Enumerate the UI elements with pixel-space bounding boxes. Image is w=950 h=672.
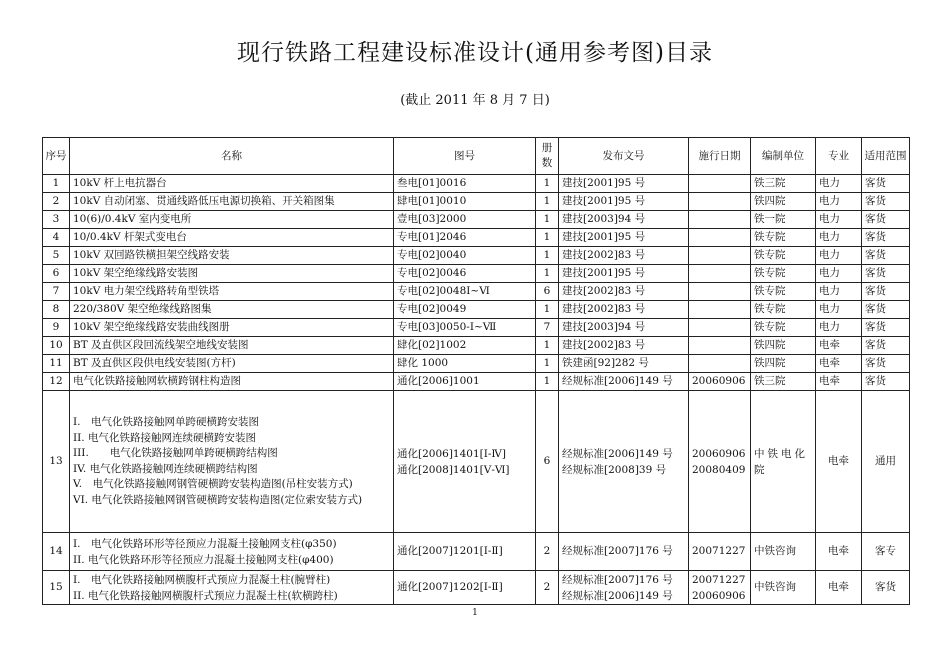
table-row <box>43 175 910 193</box>
cell-scope: 客货 <box>862 247 910 265</box>
cell-seq: 4 <box>43 229 70 247</box>
cell-scope: 客货 <box>862 571 910 605</box>
cell-major: 电力 <box>816 193 862 211</box>
cell-scope: 客货 <box>862 193 910 211</box>
cell-seq: 10 <box>43 337 70 355</box>
cell-doc-no <box>559 391 689 533</box>
table-row <box>43 211 910 229</box>
cell-scope: 客货 <box>862 355 910 373</box>
header-drawing-no: 图号 <box>394 138 536 175</box>
cell-date <box>689 229 751 247</box>
cell-seq: 14 <box>43 533 70 571</box>
date-line: 20060906 <box>692 447 746 460</box>
cell-scope: 客货 <box>862 319 910 337</box>
cell-doc-no: 经规标准[2007]176 号 <box>559 533 689 571</box>
cell-unit: 铁专院 <box>751 283 816 301</box>
sub-item: I. 电气化铁路环形等径预应力混凝土接触网支柱(φ350) <box>73 537 337 550</box>
cell-volumes: 1 <box>536 247 559 265</box>
sub-item: II. 电气化铁路接触网连续硬横跨安装图 <box>73 431 256 444</box>
cell-unit: 铁四院 <box>751 337 816 355</box>
cell-major: 电牵 <box>816 373 862 391</box>
cell-scope: 客货 <box>862 283 910 301</box>
date-line: 20080409 <box>692 463 746 476</box>
cell-name <box>70 391 394 533</box>
table-row <box>43 229 910 247</box>
cell-seq: 3 <box>43 211 70 229</box>
cell-doc-no: 建技[2001]95 号 <box>559 229 689 247</box>
cell-date <box>689 571 751 605</box>
cell-major: 电力 <box>816 265 862 283</box>
cell-seq: 6 <box>43 265 70 283</box>
cell-major: 电牵 <box>816 355 862 373</box>
cell-scope: 客货 <box>862 229 910 247</box>
cell-name: BT 及直供区段回流线架空地线安装图 <box>70 337 394 355</box>
sub-item: II. 电气化铁路环形等径预应力混凝土接触网支柱(φ400) <box>73 553 334 566</box>
cell-date <box>689 301 751 319</box>
table-row <box>43 337 910 355</box>
cell-major: 电牵 <box>816 391 862 533</box>
sub-item: II. 电气化铁路接触网横腹杆式预应力混凝土柱(软横跨柱) <box>73 589 338 602</box>
cell-unit: 铁专院 <box>751 247 816 265</box>
cell-name: 10kV 自动闭塞、贯通线路低压电源切换箱、开关箱图集 <box>70 193 394 211</box>
cell-volumes: 1 <box>536 229 559 247</box>
cell-name <box>70 571 394 605</box>
cell-scope: 客专 <box>862 533 910 571</box>
header-doc-no: 发布文号 <box>559 138 689 175</box>
cell-doc-no: 铁建函[92]282 号 <box>559 355 689 373</box>
cell-doc-no: 建技[2002]83 号 <box>559 337 689 355</box>
drawing-no-line: 通化[2008]1401[Ⅴ-Ⅵ] <box>397 463 510 476</box>
cell-date <box>689 355 751 373</box>
cell-doc-no: 建技[2001]95 号 <box>559 175 689 193</box>
cell-name: 10kV 电力架空线路转角型铁塔 <box>70 283 394 301</box>
cell-major: 电力 <box>816 211 862 229</box>
table-row <box>43 247 910 265</box>
cell-volumes: 2 <box>536 533 559 571</box>
cell-doc-no <box>559 571 689 605</box>
cell-name: 220/380V 架空绝缘线路图集 <box>70 301 394 319</box>
table-row <box>43 283 910 301</box>
document-title: 现行铁路工程建设标准设计(通用参考图)目录 <box>237 40 713 66</box>
table-row <box>43 265 910 283</box>
table-body <box>43 175 910 391</box>
doc-no-line: 经规标准[2007]176 号 <box>562 573 673 586</box>
drawing-no-line: 通化[2006]1401[Ⅰ-Ⅳ] <box>397 447 507 460</box>
cell-drawing-no: 专电[02]0046 <box>394 265 536 283</box>
cell-drawing-no: 通化[2007]1201[Ⅰ-Ⅱ] <box>394 533 536 571</box>
table-row-13 <box>43 391 910 533</box>
cell-major: 电力 <box>816 175 862 193</box>
cell-name: 10/0.4kV 杆架式变电台 <box>70 229 394 247</box>
cell-name: 10kV 架空绝缘线路安装图 <box>70 265 394 283</box>
cell-drawing-no: 肆化[02]1002 <box>394 337 536 355</box>
cell-scope: 客货 <box>862 211 910 229</box>
header-name: 名称 <box>70 138 394 175</box>
cell-drawing-no <box>394 391 536 533</box>
cell-doc-no: 建技[2002]83 号 <box>559 301 689 319</box>
cell-name: 10kV 杆上电抗器台 <box>70 175 394 193</box>
cell-volumes: 2 <box>536 571 559 605</box>
cell-major: 电牵 <box>816 337 862 355</box>
table-row <box>43 355 910 373</box>
header-seq: 序号 <box>43 138 70 175</box>
cell-doc-no: 建技[2002]83 号 <box>559 247 689 265</box>
cell-drawing-no: 肆化 1000 <box>394 355 536 373</box>
cell-name: BT 及直供区段供电线安装图(方杆) <box>70 355 394 373</box>
cell-scope: 客货 <box>862 175 910 193</box>
cell-name: 10(6)/0.4kV 室内变电所 <box>70 211 394 229</box>
cell-unit: 铁专院 <box>751 319 816 337</box>
cell-doc-no: 建技[2003]94 号 <box>559 319 689 337</box>
cell-unit: 中铁电化院 <box>751 391 816 533</box>
cell-seq: 15 <box>43 571 70 605</box>
cell-date <box>689 265 751 283</box>
table-body-multi <box>43 391 910 605</box>
cell-unit: 铁三院 <box>751 175 816 193</box>
cell-drawing-no: 专电[01]2046 <box>394 229 536 247</box>
cell-unit: 铁三院 <box>751 373 816 391</box>
cell-major: 电力 <box>816 283 862 301</box>
doc-no-line: 经规标准[2006]149 号 <box>562 447 673 460</box>
table-row <box>43 373 910 391</box>
cell-doc-no: 建技[2001]95 号 <box>559 193 689 211</box>
cell-unit: 铁一院 <box>751 211 816 229</box>
cell-unit: 铁专院 <box>751 301 816 319</box>
document-subtitle: (截止 2011 年 8 月 7 日) <box>400 93 550 108</box>
date-line: 20071227 <box>692 573 746 586</box>
cell-drawing-no: 通化[2007]1202[Ⅰ-Ⅱ] <box>394 571 536 605</box>
cell-seq: 12 <box>43 373 70 391</box>
cell-unit: 铁专院 <box>751 229 816 247</box>
cell-seq: 9 <box>43 319 70 337</box>
header-volumes: 册数 <box>536 138 559 175</box>
cell-volumes: 1 <box>536 373 559 391</box>
table-row-15 <box>43 571 910 605</box>
cell-drawing-no: 叁电[01]0016 <box>394 175 536 193</box>
cell-date <box>689 391 751 533</box>
cell-scope: 客货 <box>862 373 910 391</box>
sub-item: III. 电气化铁路接触网单跨硬横跨结构图 <box>73 447 278 459</box>
cell-volumes: 6 <box>536 283 559 301</box>
cell-volumes: 1 <box>536 265 559 283</box>
cell-date <box>689 175 751 193</box>
cell-date <box>689 337 751 355</box>
cell-doc-no: 建技[2002]83 号 <box>559 283 689 301</box>
cell-scope: 客货 <box>862 301 910 319</box>
cell-date: 20071227 <box>689 533 751 571</box>
cell-scope: 通用 <box>862 391 910 533</box>
cell-major: 电牵 <box>816 533 862 571</box>
sub-item: IV. 电气化铁路接触网连续硬横跨结构图 <box>73 462 258 475</box>
cell-date <box>689 283 751 301</box>
cell-unit: 中铁咨询 <box>751 571 816 605</box>
header-unit: 编制单位 <box>751 138 816 175</box>
doc-no-line: 经规标准[2006]149 号 <box>562 589 673 602</box>
header-scope: 适用范围 <box>862 138 910 175</box>
sub-item: V. 电气化铁路接触网钢管硬横跨安装构造图(吊柱安装方式) <box>73 478 353 490</box>
cell-volumes: 1 <box>536 337 559 355</box>
cell-date: 20060906 <box>689 373 751 391</box>
cell-volumes: 1 <box>536 211 559 229</box>
cell-date <box>689 247 751 265</box>
cell-major: 电力 <box>816 229 862 247</box>
cell-seq: 2 <box>43 193 70 211</box>
cell-unit: 铁专院 <box>751 265 816 283</box>
cell-seq: 8 <box>43 301 70 319</box>
cell-volumes: 6 <box>536 391 559 533</box>
cell-major: 电牵 <box>816 571 862 605</box>
page-number: 1 <box>472 608 478 618</box>
sub-item: I. 电气化铁路接触网单跨硬横跨安装图 <box>73 416 259 428</box>
cell-seq: 1 <box>43 175 70 193</box>
cell-doc-no: 建技[2001]95 号 <box>559 265 689 283</box>
cell-name: 10kV 架空绝缘线路安装曲线图册 <box>70 319 394 337</box>
cell-drawing-no: 壹电[03]2000 <box>394 211 536 229</box>
cell-seq: 7 <box>43 283 70 301</box>
sub-item: VI. 电气化铁路接触网钢管硬横跨安装构造图(定位索安装方式) <box>73 493 363 506</box>
cell-volumes: 1 <box>536 301 559 319</box>
cell-date <box>689 319 751 337</box>
sub-item: I. 电气化铁路接触网横腹杆式预应力混凝土柱(腕臂柱) <box>73 573 331 586</box>
standards-table <box>42 137 910 605</box>
cell-major: 电力 <box>816 301 862 319</box>
cell-doc-no: 建技[2003]94 号 <box>559 211 689 229</box>
cell-drawing-no: 专电[02]0040 <box>394 247 536 265</box>
cell-drawing-no: 通化[2006]1001 <box>394 373 536 391</box>
cell-name <box>70 533 394 571</box>
cell-name: 电气化铁路接触网软横跨钢柱构造图 <box>70 373 394 391</box>
table-header-row <box>43 138 910 175</box>
cell-date <box>689 211 751 229</box>
table-row <box>43 319 910 337</box>
cell-scope: 客货 <box>862 265 910 283</box>
cell-volumes: 1 <box>536 193 559 211</box>
cell-date <box>689 193 751 211</box>
table-row-14 <box>43 533 910 571</box>
cell-drawing-no: 专电[03]0050-Ⅰ~Ⅶ <box>394 319 536 337</box>
cell-major: 电力 <box>816 247 862 265</box>
cell-seq: 13 <box>43 391 70 533</box>
cell-volumes: 1 <box>536 175 559 193</box>
cell-drawing-no: 专电[02]0049 <box>394 301 536 319</box>
cell-doc-no: 经规标准[2006]149 号 <box>559 373 689 391</box>
cell-unit: 铁四院 <box>751 355 816 373</box>
cell-seq: 5 <box>43 247 70 265</box>
table-row <box>43 301 910 319</box>
cell-unit: 铁四院 <box>751 193 816 211</box>
cell-scope: 客货 <box>862 337 910 355</box>
doc-no-line: 经规标准[2008]39 号 <box>562 463 667 476</box>
cell-name: 10kV 双回路铁横担架空线路安装 <box>70 247 394 265</box>
table-row <box>43 193 910 211</box>
cell-volumes: 7 <box>536 319 559 337</box>
cell-major: 电力 <box>816 319 862 337</box>
header-date: 施行日期 <box>689 138 751 175</box>
header-major: 专业 <box>816 138 862 175</box>
cell-seq: 11 <box>43 355 70 373</box>
cell-drawing-no: 专电[02]0048Ⅰ~Ⅵ <box>394 283 536 301</box>
date-line: 20060906 <box>692 589 746 602</box>
cell-volumes: 1 <box>536 355 559 373</box>
cell-drawing-no: 肆电[01]0010 <box>394 193 536 211</box>
cell-unit: 中铁咨询 <box>751 533 816 571</box>
